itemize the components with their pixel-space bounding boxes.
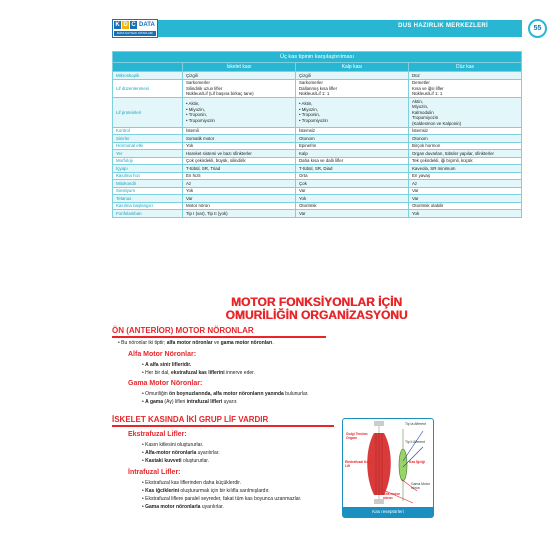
table-cell: Organ duvarları, tübüler yapılar, sfinkterler: [409, 150, 522, 158]
table-corner: [113, 63, 183, 72]
cell-list: [299, 101, 405, 123]
row-label: Kasılma başlangıcı: [113, 202, 183, 210]
table-cell: Sarkomerler Dallanmış kısa lifler Nükleus/Lif 1: 1: [296, 79, 409, 98]
logo-letter: C: [131, 22, 136, 28]
row-label: Morfoloji: [113, 157, 183, 165]
row-label: Mitokondri: [113, 180, 183, 188]
table-cell: Hareket sistemi ve bazı sfinkterler: [183, 150, 296, 158]
table-cell: En hızlı: [183, 172, 296, 180]
cell-list-item: • Miyozin,: [186, 107, 292, 113]
figure-caption: Kas reseptörleri: [343, 507, 433, 517]
table-cell: Var: [409, 195, 522, 203]
table-row: [113, 195, 522, 203]
table-cell: Yok: [409, 210, 522, 218]
bullet-item: • Gama motor nöronlarla uyarılırlar.: [142, 504, 224, 510]
table-cell: Birçok hormon: [409, 142, 522, 150]
table-row: [113, 72, 522, 80]
intrafuzal-heading: İntrafuzal Lifler:: [128, 469, 181, 476]
table-row: [113, 187, 522, 195]
column-header: Kalp kası: [296, 63, 409, 72]
header-title: DUS HAZIRLIK MERKEZLERİ: [398, 23, 488, 29]
logo-word: DATA: [139, 22, 155, 28]
table-row: [113, 98, 522, 128]
table-cell: Az: [183, 180, 296, 188]
table-cell: Kalp: [296, 150, 409, 158]
label-spindle: Kas İğciği: [409, 460, 426, 464]
label-golgi: Golgi Tendon Organı: [346, 432, 368, 440]
section-title-line: OMURİLİĞİN ORGANİZASYONU: [225, 308, 408, 322]
bullet-item: • Alfa-motor nöronlarla uyarılırlar.: [142, 450, 220, 456]
section-title: [112, 296, 521, 322]
table-cell: [296, 98, 409, 128]
table-cell: Orta: [296, 172, 409, 180]
subheading-two-fibers: İSKELET KASINDA İKİ GRUP LİF VARDIR: [112, 415, 269, 424]
table-cell: Düz: [409, 72, 522, 80]
cell-list-item: • Troponin,: [299, 112, 405, 118]
label-tip1a: Tip Ia Afferent: [405, 422, 426, 426]
row-label: Hormonal etki: [113, 142, 183, 150]
table-cell: Demetler Kısa ve iğsi lifler Nükleus/Lif 1: 1: [409, 79, 522, 98]
table-cell: Somatik motor: [183, 135, 296, 143]
row-label: Lif proteinleri: [113, 98, 183, 128]
table-cell: Yok: [183, 142, 296, 150]
table-row: [113, 135, 522, 143]
bullet-item: • Her bir dal, ekstrafuzal kas liflerini innerve eder.: [142, 370, 255, 376]
table-caption: Üç kas tipinin karşılaştırılması: [113, 52, 522, 63]
cell-list-item: • Aktin,: [186, 101, 292, 107]
table-cell: Epinefrin: [296, 142, 409, 150]
table-cell: Var: [296, 210, 409, 218]
table-row: [113, 202, 522, 210]
table-cell: Otonom: [296, 135, 409, 143]
type-1a-fiber: [403, 431, 423, 461]
bullet-item: • Omuriliğin ön boynuzlarında, alfa motor nöronların yanında bulunurlar.: [142, 391, 309, 397]
table-row: [113, 142, 522, 150]
cell-list-item: • Aktin,: [299, 101, 405, 107]
label-alpha: Alfa motor nöron: [383, 492, 400, 500]
table-row: [113, 180, 522, 188]
page-number: 55: [528, 19, 547, 38]
cell-list-item: • Tropomiyozin: [186, 118, 292, 124]
label-tip2: Tip II Afferent: [405, 440, 425, 444]
logo-letter: D: [123, 22, 128, 28]
table-cell: Var: [409, 187, 522, 195]
bullet-item: • Bu nöronlar iki tiptir; alfa motor nöronlar ve gama motor nöronları.: [118, 340, 274, 346]
row-label: Lif düzenlenmesi: [113, 79, 183, 98]
divider: [112, 425, 334, 427]
bullet-item: • Ekstrafuzal kas liflerinden daha küçüklerdir.: [142, 480, 241, 486]
table-cell: Yok: [296, 195, 409, 203]
table-cell: Çizgili: [183, 72, 296, 80]
table-cell: Aktin, Miyozin, Kalmodulin Tropomiyozin (Kaldesmon ve Kalponin): [409, 98, 522, 128]
bullet-item: • A alfa sinir lifleridir.: [142, 362, 191, 368]
table-cell: Daha kısa ve dallı lifler: [296, 157, 409, 165]
label-extrafusal: Ekstrafuzal Kas Lifi: [345, 460, 371, 468]
row-label: Sinirler: [113, 135, 183, 143]
row-label: Yer: [113, 150, 183, 158]
row-label: Tetanus: [113, 195, 183, 203]
cell-list-item: • Tropomiyozin: [299, 118, 405, 124]
logo-subtitle: DATA KAYNAK KİTAPLARI: [114, 31, 156, 36]
bullet-item: • Ekstrafuzal liflere paralel seyreder, fakat tüm kas boyunca uzanmazlar.: [142, 496, 301, 502]
column-header: Düz kas: [409, 63, 522, 72]
table-cell: Tip I (var), Tip II (yok): [183, 210, 296, 218]
logo: [112, 19, 158, 38]
table-cell: Sarkomerler Silindirik uzun lifler Nükleus/Lif (Lif başına birkaç tane): [183, 79, 296, 98]
row-label: Kasılma hızı: [113, 172, 183, 180]
table-cell: Var: [296, 187, 409, 195]
bullet-item: • Kasın kitlesini oluştururlar.: [142, 442, 203, 448]
table-cell: [183, 98, 296, 128]
divider: [112, 336, 326, 338]
table-cell: Motor nöron: [183, 202, 296, 210]
table-row: [113, 157, 522, 165]
logo-letter: K: [115, 22, 120, 28]
row-label: Kontrol: [113, 127, 183, 135]
table-row: [113, 172, 522, 180]
table-row: [113, 79, 522, 98]
table-row: [113, 165, 522, 173]
column-header: İskelet kası: [183, 63, 296, 72]
table-cell: Otoritmik olabilir: [409, 202, 522, 210]
table-cell: Var: [183, 195, 296, 203]
cell-list-item: • Troponin,: [186, 112, 292, 118]
table-cell: Çizgili: [296, 72, 409, 80]
muscle-receptor-figure: [342, 418, 434, 518]
subheading-anterior: ÖN (ANTERİOR) MOTOR NÖRONLAR: [112, 326, 254, 335]
table-cell: Otoritmik: [296, 202, 409, 210]
bullet-item: • Kastaki kuvveti oluştururlar.: [142, 458, 209, 464]
table-row: [113, 210, 522, 218]
table-cell: Kaveola, SR minimum: [409, 165, 522, 173]
row-label: Mikroskopik: [113, 72, 183, 80]
cell-list-item: • Miyozin,: [299, 107, 405, 113]
tendon-top: [374, 421, 384, 426]
cell-list: [186, 101, 292, 123]
section-title-line: MOTOR FONKSİYONLAR İÇİN: [230, 295, 403, 309]
muscle-spindle: [399, 449, 407, 481]
table-cell: En yavaş: [409, 172, 522, 180]
row-label: İçyapı: [113, 165, 183, 173]
table-cell: Tek çekirdekli, iği biçimli, küçük: [409, 157, 522, 165]
table-row: [113, 150, 522, 158]
comparison-table: [112, 51, 522, 218]
table-cell: Yok: [183, 187, 296, 195]
table-cell: Çok: [296, 180, 409, 188]
row-label: Sinsityum: [113, 187, 183, 195]
table-row: [113, 127, 522, 135]
table-cell: T-tübül, SR, Triad: [183, 165, 296, 173]
table-cell: Otonom: [409, 135, 522, 143]
ekstrafuzal-heading: Ekstrafuzal Lifler:: [128, 431, 187, 438]
row-label: Fonfolamban: [113, 210, 183, 218]
table-cell: Çok çekirdekli, büyük, silindirik: [183, 157, 296, 165]
alfa-heading: Alfa Motor Nöronlar:: [128, 351, 197, 358]
table-cell: İstemsiz: [296, 127, 409, 135]
bullet-item: • Kas iğciklerini oluştururmak için bir kılıfla sarılmışlardır.: [142, 488, 270, 494]
table-cell: T-tübül, SR, Diad: [296, 165, 409, 173]
label-gamma: Gama Motor nöron: [411, 482, 430, 490]
table-cell: Az: [409, 180, 522, 188]
gama-heading: Gama Motor Nöronlar:: [128, 380, 203, 387]
bullet-item: • A gama (Aγ) lifleri intrafuzal lifleri uyarır.: [142, 399, 238, 405]
table-cell: İstemsiz: [409, 127, 522, 135]
table-cell: İstemli: [183, 127, 296, 135]
